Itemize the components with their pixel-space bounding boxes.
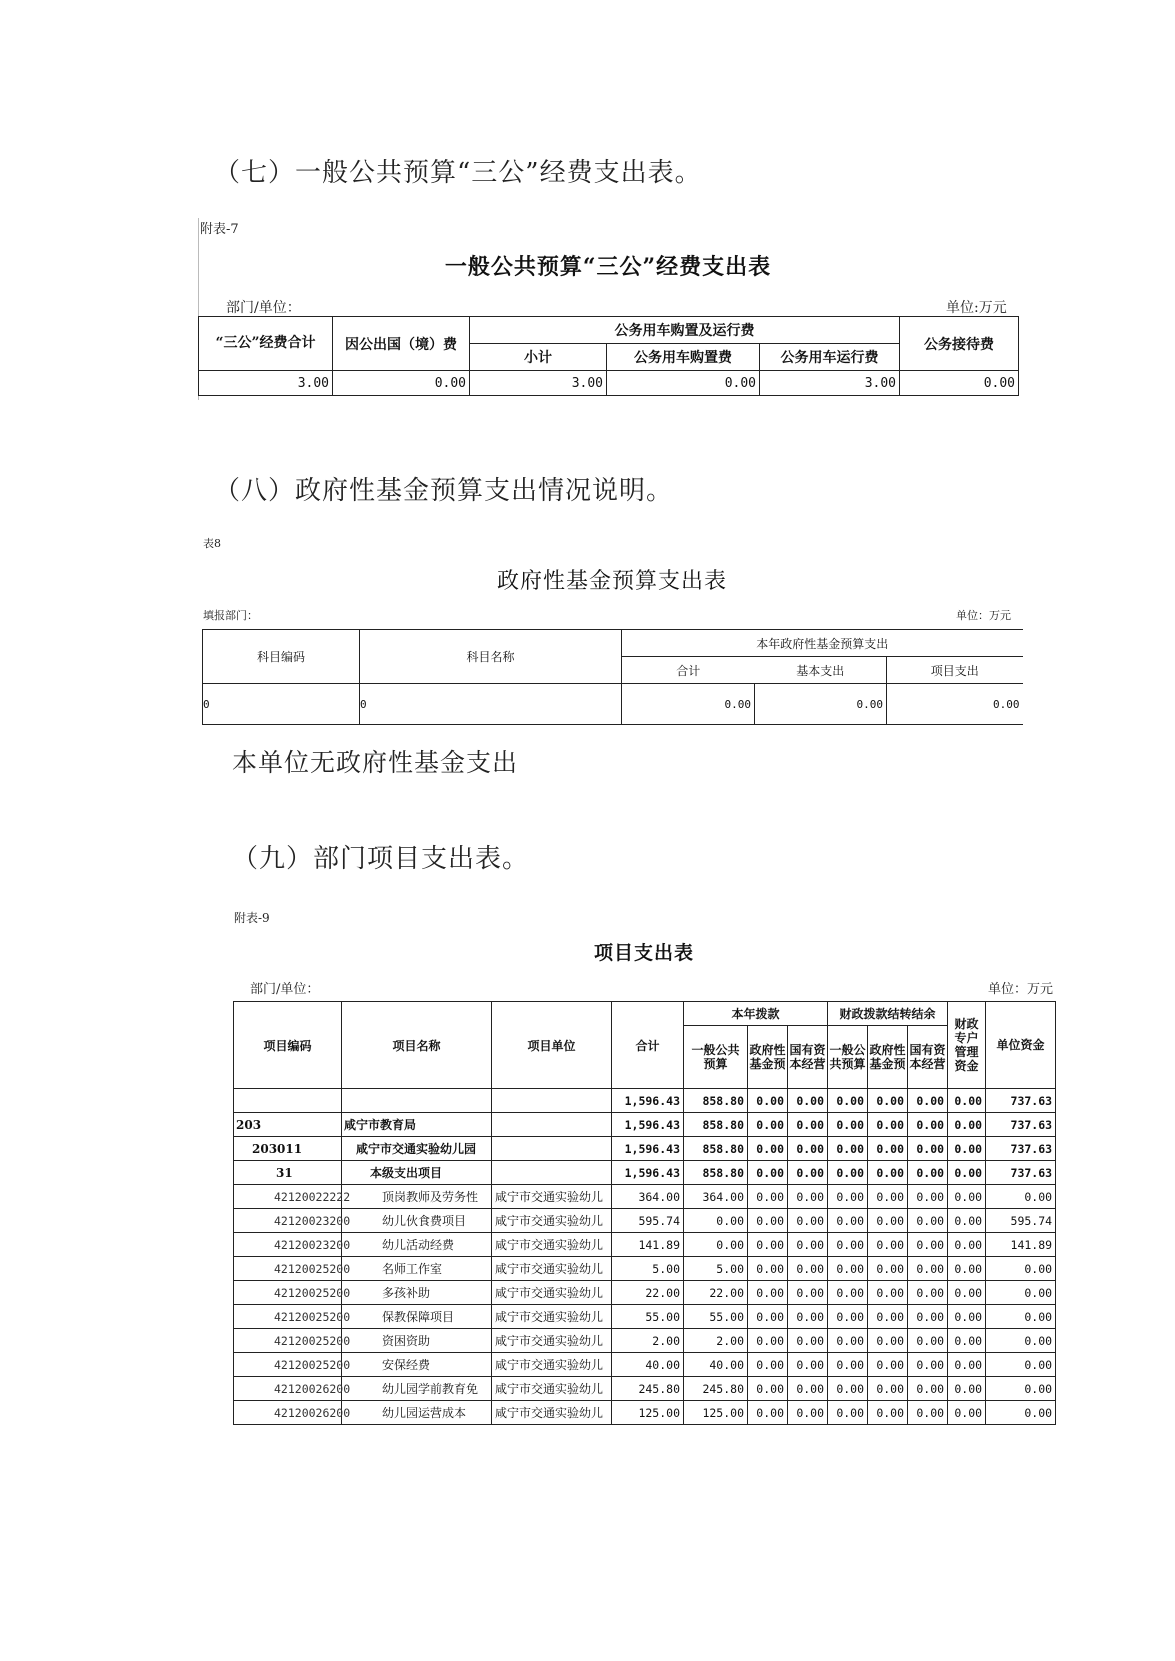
cell-amount: 0.00 (908, 1161, 948, 1185)
header-subtotal: 小计 (470, 344, 607, 371)
cell-code: 0 (203, 684, 360, 725)
section8-unit-label: 单位：万元 (956, 609, 1011, 622)
cell-unit: 咸宁市交通实验幼儿 (492, 1401, 612, 1425)
header-self-funds: 单位资金 (986, 1002, 1056, 1089)
cell-amount: 0.00 (986, 1257, 1056, 1281)
cell-amount: 0.00 (908, 1185, 948, 1209)
project-expense-table (233, 1001, 1056, 1425)
cell-amount: 858.80 (684, 1113, 748, 1137)
cell-amount: 0.00 (788, 1305, 828, 1329)
cell-amount: 125.00 (684, 1401, 748, 1425)
cell-amount: 0.00 (788, 1257, 828, 1281)
cell-code: 42120023200 (234, 1233, 342, 1257)
value-operation: 3.00 (760, 371, 900, 396)
cell-amount: 0.00 (828, 1305, 868, 1329)
cell-amount: 0.00 (986, 1281, 1056, 1305)
cell-amount: 0.00 (908, 1329, 948, 1353)
cell-code (234, 1089, 342, 1113)
cell-code: 42120025200 (234, 1305, 342, 1329)
header-reception: 公务接待费 (900, 317, 1019, 371)
cell-amount: 0.00 (908, 1233, 948, 1257)
table-row (234, 1137, 1056, 1161)
cell-amount: 0.00 (828, 1089, 868, 1113)
table-row (203, 684, 1023, 725)
cell-amount: 0.00 (868, 1113, 908, 1137)
cell-amount: 1,596.43 (612, 1113, 684, 1137)
cell-name: 名师工作室 (342, 1257, 492, 1281)
cell-amount: 22.00 (684, 1281, 748, 1305)
cell-amount: 0.00 (788, 1281, 828, 1305)
cell-unit (492, 1137, 612, 1161)
table-row (234, 1377, 1056, 1401)
cell-amount: 0.00 (908, 1377, 948, 1401)
cell-amount: 0.00 (868, 1161, 908, 1185)
cell-amount: 0.00 (748, 1185, 788, 1209)
cell-amount: 0.00 (748, 1257, 788, 1281)
section9-dept-label: 部门/单位： (250, 982, 320, 997)
cell-amount: 0.00 (908, 1113, 948, 1137)
cell-amount: 0.00 (868, 1209, 908, 1233)
section7-dept-label: 部门/单位： (226, 300, 301, 316)
cell-amount: 0.00 (948, 1353, 986, 1377)
cell-amount: 0.00 (868, 1257, 908, 1281)
cell-amount: 0.00 (868, 1137, 908, 1161)
cell-amount: 0.00 (908, 1089, 948, 1113)
cell-amount: 364.00 (684, 1185, 748, 1209)
cell-project: 0.00 (887, 684, 1023, 725)
header-project: 项目支出 (887, 657, 1023, 684)
cell-amount: 0.00 (986, 1185, 1056, 1209)
cell-amount: 245.80 (684, 1377, 748, 1401)
table-row (234, 1089, 1056, 1113)
header-code: 科目编码 (203, 630, 360, 684)
cell-code: 42120025200 (234, 1329, 342, 1353)
cell-amount: 0.00 (748, 1401, 788, 1425)
cell-amount: 0.00 (868, 1353, 908, 1377)
cell-code: 42120025200 (234, 1281, 342, 1305)
header-general-budget: 一般公共预算 (684, 1026, 748, 1089)
project-rows (234, 1089, 1056, 1425)
cell-amount: 0.00 (828, 1137, 868, 1161)
header-basic: 基本支出 (755, 657, 887, 684)
cell-total: 0.00 (622, 684, 755, 725)
table-row (199, 371, 1019, 396)
cell-amount: 0.00 (948, 1281, 986, 1305)
three-public-expense-table (198, 316, 1019, 396)
cell-amount: 0.00 (788, 1401, 828, 1425)
gov-fund-expense-table (202, 629, 1023, 725)
cell-amount: 0.00 (908, 1281, 948, 1305)
table-row (234, 1305, 1056, 1329)
cell-amount: 141.89 (986, 1233, 1056, 1257)
header-carryover: 财政拨款结转结余 (828, 1002, 948, 1026)
cell-amount: 858.80 (684, 1089, 748, 1113)
section9-ref: 附表-9 (234, 911, 270, 925)
cell-amount: 0.00 (986, 1353, 1056, 1377)
cell-amount: 0.00 (828, 1329, 868, 1353)
cell-amount: 1,596.43 (612, 1089, 684, 1113)
cell-code: 42120022222 (234, 1185, 342, 1209)
section9-unit-label: 单位：万元 (988, 982, 1054, 997)
cell-amount: 0.00 (828, 1209, 868, 1233)
header-unit: 项目单位 (492, 1002, 612, 1089)
value-purchase: 0.00 (607, 371, 760, 396)
cell-amount: 0.00 (986, 1305, 1056, 1329)
cell-amount: 0.00 (748, 1089, 788, 1113)
cell-amount: 0.00 (948, 1185, 986, 1209)
cell-amount: 0.00 (868, 1089, 908, 1113)
header-abroad: 因公出国（境）费 (333, 317, 470, 371)
section8-title: 政府性基金预算支出表 (496, 569, 727, 594)
cell-amount: 125.00 (612, 1401, 684, 1425)
cell-name: 幼儿活动经费 (342, 1233, 492, 1257)
cell-amount: 0.00 (828, 1281, 868, 1305)
cell-code: 31 (234, 1161, 342, 1185)
cell-amount: 0.00 (868, 1281, 908, 1305)
cell-name: 咸宁市教育局 (342, 1113, 492, 1137)
cell-amount: 1,596.43 (612, 1161, 684, 1185)
cell-amount: 0.00 (868, 1233, 908, 1257)
cell-unit: 咸宁市交通实验幼儿 (492, 1377, 612, 1401)
cell-amount: 737.63 (986, 1137, 1056, 1161)
cell-amount: 2.00 (612, 1329, 684, 1353)
cell-amount: 0.00 (828, 1257, 868, 1281)
value-reception: 0.00 (900, 371, 1019, 396)
section7-unit-label: 单位:万元 (946, 300, 1007, 316)
header-state-capital-carry: 国有资本经营 (908, 1026, 948, 1089)
cell-amount: 0.00 (748, 1305, 788, 1329)
header-gov-fund-carry: 政府性基金预 (868, 1026, 908, 1089)
cell-amount: 0.00 (748, 1137, 788, 1161)
cell-unit (492, 1113, 612, 1137)
cell-amount: 40.00 (612, 1353, 684, 1377)
cell-amount: 0.00 (948, 1257, 986, 1281)
header-total: 合计 (622, 657, 755, 684)
header-name: 项目名称 (342, 1002, 492, 1089)
cell-amount: 0.00 (788, 1377, 828, 1401)
cell-amount: 0.00 (948, 1401, 986, 1425)
table-row (234, 1257, 1056, 1281)
cell-amount: 0.00 (868, 1305, 908, 1329)
cell-code: 42120025200 (234, 1353, 342, 1377)
cell-unit: 咸宁市交通实验幼儿 (492, 1257, 612, 1281)
cell-amount: 0.00 (748, 1233, 788, 1257)
section9-heading: （九）部门项目支出表。 (232, 844, 530, 874)
table-row (234, 1353, 1056, 1377)
header-total: 合计 (612, 1002, 684, 1089)
section7-ref: 附表-7 (200, 222, 239, 237)
cell-name: 幼儿园运营成本 (342, 1401, 492, 1425)
cell-unit: 咸宁市交通实验幼儿 (492, 1281, 612, 1305)
cell-name: 保教保障项目 (342, 1305, 492, 1329)
cell-unit (492, 1089, 612, 1113)
cell-amount: 0.00 (684, 1233, 748, 1257)
cell-name: 幼儿园学前教育免 (342, 1377, 492, 1401)
cell-amount: 0.00 (828, 1377, 868, 1401)
table-row (234, 1281, 1056, 1305)
cell-name: 0 (360, 684, 622, 725)
cell-amount: 0.00 (908, 1305, 948, 1329)
cell-amount: 0.00 (908, 1209, 948, 1233)
header-general-budget-carry: 一般公共预算 (828, 1026, 868, 1089)
cell-amount: 0.00 (948, 1329, 986, 1353)
cell-amount: 0.00 (684, 1209, 748, 1233)
cell-amount: 0.00 (788, 1089, 828, 1113)
cell-amount: 40.00 (684, 1353, 748, 1377)
cell-amount: 0.00 (868, 1401, 908, 1425)
header-group: 本年政府性基金预算支出 (622, 630, 1023, 657)
cell-amount: 0.00 (868, 1377, 908, 1401)
header-purchase: 公务用车购置费 (607, 344, 760, 371)
section9-title: 项目支出表 (593, 942, 694, 964)
cell-code: 42120025200 (234, 1257, 342, 1281)
cell-amount: 0.00 (948, 1113, 986, 1137)
cell-name: 咸宁市交通实验幼儿园 (342, 1137, 492, 1161)
cell-amount: 737.63 (986, 1113, 1056, 1137)
cell-code: 203011 (234, 1137, 342, 1161)
cell-amount: 0.00 (748, 1329, 788, 1353)
cell-amount: 0.00 (828, 1401, 868, 1425)
cell-amount: 0.00 (788, 1329, 828, 1353)
cell-code: 42120026200 (234, 1401, 342, 1425)
cell-amount: 55.00 (684, 1305, 748, 1329)
cell-amount: 0.00 (788, 1161, 828, 1185)
header-total: “三公”经费合计 (199, 317, 333, 371)
cell-amount: 141.89 (612, 1233, 684, 1257)
cell-unit: 咸宁市交通实验幼儿 (492, 1353, 612, 1377)
cell-amount: 0.00 (748, 1377, 788, 1401)
value-total: 3.00 (199, 371, 333, 396)
section7-title: 一般公共预算“三公”经费支出表 (444, 254, 772, 280)
cell-amount: 0.00 (828, 1353, 868, 1377)
cell-name: 安保经费 (342, 1353, 492, 1377)
cell-amount: 0.00 (948, 1305, 986, 1329)
cell-name: 顶岗教师及劳务性 (342, 1185, 492, 1209)
header-current-year: 本年拨款 (684, 1002, 828, 1026)
table-row (234, 1401, 1056, 1425)
cell-amount: 0.00 (748, 1281, 788, 1305)
header-special-account: 财政专户管理资金 (948, 1002, 986, 1089)
cell-amount: 0.00 (948, 1377, 986, 1401)
cell-amount: 0.00 (948, 1209, 986, 1233)
cell-amount: 364.00 (612, 1185, 684, 1209)
cell-amount: 5.00 (612, 1257, 684, 1281)
cell-code: 203 (234, 1113, 342, 1137)
section8-dept-label: 填报部门： (203, 609, 258, 622)
section8-note: 本单位无政府性基金支出 (232, 748, 519, 777)
cell-unit: 咸宁市交通实验幼儿 (492, 1329, 612, 1353)
table-row (234, 1185, 1056, 1209)
header-operation: 公务用车运行费 (760, 344, 900, 371)
cell-amount: 595.74 (986, 1209, 1056, 1233)
cell-basic: 0.00 (755, 684, 887, 725)
header-gov-fund: 政府性基金预 (748, 1026, 788, 1089)
section7-heading: （七）一般公共预算“三公”经费支出表。 (214, 158, 702, 188)
cell-amount: 0.00 (908, 1401, 948, 1425)
table-row (234, 1329, 1056, 1353)
cell-unit: 咸宁市交通实验幼儿 (492, 1185, 612, 1209)
cell-amount: 0.00 (828, 1233, 868, 1257)
section8-ref: 表8 (203, 537, 221, 550)
cell-amount: 0.00 (948, 1233, 986, 1257)
cell-amount: 0.00 (986, 1401, 1056, 1425)
cell-amount: 0.00 (748, 1209, 788, 1233)
cell-amount: 0.00 (788, 1113, 828, 1137)
cell-amount: 22.00 (612, 1281, 684, 1305)
cell-amount: 0.00 (788, 1209, 828, 1233)
cell-amount: 0.00 (748, 1161, 788, 1185)
cell-amount: 0.00 (748, 1113, 788, 1137)
cell-name: 资困资助 (342, 1329, 492, 1353)
cell-amount: 1,596.43 (612, 1137, 684, 1161)
cell-amount: 0.00 (948, 1161, 986, 1185)
cell-amount: 737.63 (986, 1161, 1056, 1185)
table-row (234, 1209, 1056, 1233)
cell-amount: 0.00 (788, 1233, 828, 1257)
header-state-capital: 国有资本经营 (788, 1026, 828, 1089)
cell-amount: 0.00 (868, 1329, 908, 1353)
cell-amount: 0.00 (986, 1329, 1056, 1353)
header-vehicle-group: 公务用车购置及运行费 (470, 317, 900, 344)
cell-name: 幼儿伙食费项目 (342, 1209, 492, 1233)
cell-amount: 0.00 (828, 1113, 868, 1137)
cell-amount: 2.00 (684, 1329, 748, 1353)
table-row (234, 1113, 1056, 1137)
cell-code: 42120023200 (234, 1209, 342, 1233)
cell-unit: 咸宁市交通实验幼儿 (492, 1305, 612, 1329)
table-row (234, 1161, 1056, 1185)
cell-amount: 5.00 (684, 1257, 748, 1281)
cell-amount: 0.00 (908, 1137, 948, 1161)
header-code: 项目编码 (234, 1002, 342, 1089)
cell-code: 42120026200 (234, 1377, 342, 1401)
cell-amount: 0.00 (908, 1257, 948, 1281)
cell-amount: 858.80 (684, 1161, 748, 1185)
cell-amount: 0.00 (948, 1089, 986, 1113)
cell-amount: 0.00 (788, 1185, 828, 1209)
cell-amount: 595.74 (612, 1209, 684, 1233)
cell-amount: 0.00 (748, 1353, 788, 1377)
cell-amount: 0.00 (948, 1137, 986, 1161)
cell-name (342, 1089, 492, 1113)
cell-amount: 0.00 (986, 1377, 1056, 1401)
table-row (234, 1233, 1056, 1257)
cell-name: 多孩补助 (342, 1281, 492, 1305)
cell-amount: 0.00 (788, 1353, 828, 1377)
cell-amount: 0.00 (828, 1185, 868, 1209)
cell-amount: 245.80 (612, 1377, 684, 1401)
section8-heading: （八）政府性基金预算支出情况说明。 (214, 476, 674, 506)
cell-amount: 55.00 (612, 1305, 684, 1329)
cell-unit (492, 1161, 612, 1185)
cell-unit: 咸宁市交通实验幼儿 (492, 1209, 612, 1233)
cell-amount: 0.00 (828, 1161, 868, 1185)
cell-amount: 0.00 (788, 1137, 828, 1161)
cell-unit: 咸宁市交通实验幼儿 (492, 1233, 612, 1257)
cell-amount: 0.00 (908, 1353, 948, 1377)
cell-amount: 737.63 (986, 1089, 1056, 1113)
value-abroad: 0.00 (333, 371, 470, 396)
cell-amount: 0.00 (868, 1185, 908, 1209)
cell-name: 本级支出项目 (342, 1161, 492, 1185)
cell-amount: 858.80 (684, 1137, 748, 1161)
value-subtotal: 3.00 (470, 371, 607, 396)
header-name: 科目名称 (360, 630, 622, 684)
